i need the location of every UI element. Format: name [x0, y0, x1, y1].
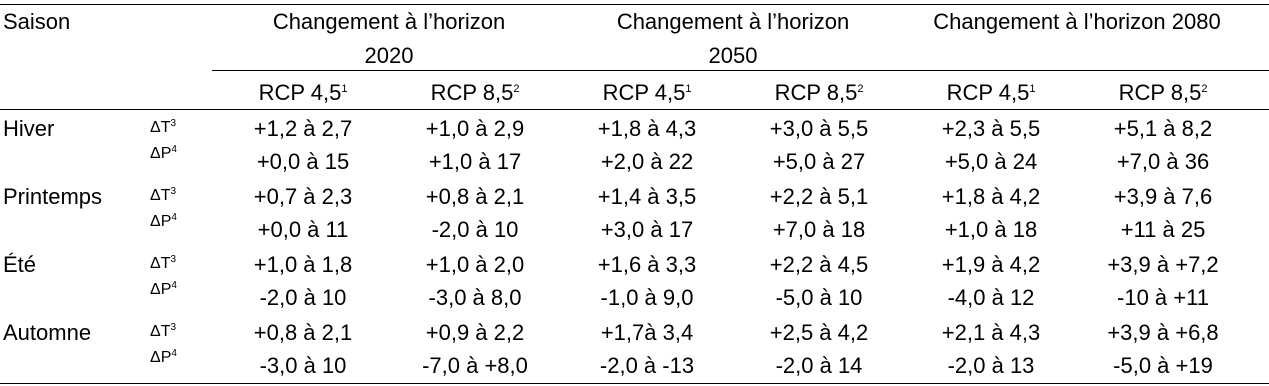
scenario-header	[775, 80, 864, 106]
group-rule	[212, 70, 1269, 71]
precipitation-cell: -2,0 à -13	[599, 353, 695, 378]
scenario-header	[259, 80, 348, 106]
precipitation-cell: +3,0 à 17	[600, 217, 694, 242]
temperature-cell: +1,0 à 1,8	[253, 252, 353, 277]
scenario-label: RCP 4,5	[602, 80, 686, 105]
delta-t-label	[150, 187, 176, 205]
precipitation-cell: +5,0 à 24	[944, 149, 1038, 174]
group-2050-title-line2: 2050	[708, 43, 758, 68]
precipitation-cell: -4,0 à 12	[947, 285, 1035, 310]
temperature-cell: +1,2 à 2,7	[253, 116, 353, 141]
scenario-label: RCP 4,5	[946, 80, 1030, 105]
scenario-label: RCP 8,5	[430, 80, 514, 105]
delta-p-label	[150, 349, 177, 367]
temperature-cell: +3,9 à +6,8	[1107, 320, 1219, 345]
scenario-label: RCP 8,5	[1118, 80, 1202, 105]
top-rule	[0, 4, 1269, 5]
delta-p-label	[150, 145, 177, 163]
delta-p-label-symbol: ΔP	[150, 281, 172, 298]
precipitation-cell: -7,0 à +8,0	[422, 353, 528, 378]
temperature-cell: +2,5 à 4,2	[769, 320, 869, 345]
temperature-cell: +1,0 à 2,0	[425, 252, 525, 277]
delta-t-label-symbol: ΔT	[150, 255, 171, 272]
delta-p-label-symbol: ΔP	[150, 213, 172, 230]
delta-t-label-symbol: ΔT	[150, 187, 171, 204]
scenario-label: RCP 8,5	[774, 80, 858, 105]
scenario-footnote: 2	[857, 83, 864, 95]
delta-t-label	[150, 119, 176, 137]
delta-t-label-footnote: 3	[170, 118, 177, 129]
delta-t-label	[150, 323, 176, 341]
precipitation-cell: +11 à 25	[1120, 217, 1206, 242]
scenario-footnote: 1	[685, 83, 692, 95]
temperature-cell: +2,1 à 4,3	[941, 320, 1041, 345]
precipitation-cell: +1,0 à 17	[428, 149, 522, 174]
temperature-cell: +2,2 à 5,1	[769, 184, 869, 209]
temperature-cell: +1,4 à 3,5	[597, 184, 697, 209]
delta-p-label-footnote: 4	[171, 144, 177, 155]
delta-p-label	[150, 281, 177, 299]
scenario-header	[1119, 80, 1208, 106]
temperature-cell: +2,3 à 5,5	[941, 116, 1041, 141]
temperature-cell: +0,8 à 2,1	[253, 320, 353, 345]
scenario-footnote: 2	[1201, 83, 1208, 95]
precipitation-cell: +0,0 à 11	[257, 217, 349, 242]
temperature-cell: +1,6 à 3,3	[597, 252, 697, 277]
scenario-header	[947, 80, 1036, 106]
temperature-cell: +0,9 à 2,2	[425, 320, 525, 345]
temperature-cell: +1,7à 3,4	[600, 320, 694, 345]
precipitation-cell: -2,0 à 10	[259, 285, 347, 310]
delta-t-label-footnote: 3	[170, 186, 177, 197]
delta-p-label-footnote: 4	[171, 212, 177, 223]
delta-p-label-symbol: ΔP	[150, 145, 172, 162]
delta-p-label	[150, 213, 177, 231]
scenario-footnote: 2	[513, 83, 520, 95]
precipitation-cell: -2,0 à 13	[947, 353, 1035, 378]
precipitation-cell: -2,0 à 14	[775, 353, 863, 378]
delta-t-label-symbol: ΔT	[150, 119, 171, 136]
header-bottom-rule	[0, 109, 1269, 110]
temperature-cell: +3,9 à +7,2	[1107, 252, 1219, 277]
temperature-cell: +2,2 à 4,5	[769, 252, 869, 277]
delta-p-label-footnote: 4	[171, 348, 177, 359]
delta-p-label-symbol: ΔP	[150, 349, 172, 366]
temperature-cell: +1,8 à 4,3	[597, 116, 697, 141]
scenario-header	[603, 80, 692, 106]
precipitation-cell: -5,0 à 10	[775, 285, 863, 310]
scenario-footnote: 1	[341, 83, 348, 95]
scenario-footnote: 1	[1029, 83, 1036, 95]
precipitation-cell: -10 à +11	[1117, 285, 1209, 310]
bottom-rule	[0, 383, 1269, 384]
temperature-cell: +0,7 à 2,3	[253, 184, 353, 209]
delta-t-label-symbol: ΔT	[150, 323, 171, 340]
group-2050-title-line1: Changement à l’horizon	[616, 9, 850, 34]
precipitation-cell: +7,0 à 36	[1116, 149, 1210, 174]
season-label: Hiver	[3, 116, 55, 141]
temperature-cell: +0,8 à 2,1	[425, 184, 525, 209]
scenario-label: RCP 4,5	[258, 80, 342, 105]
temperature-cell: +1,0 à 2,9	[425, 116, 525, 141]
season-label: Printemps	[3, 184, 103, 209]
temperature-cell: +3,9 à 7,6	[1113, 184, 1213, 209]
temperature-cell: +1,9 à 4,2	[941, 252, 1041, 277]
delta-t-label-footnote: 3	[170, 322, 177, 333]
precipitation-cell: -3,0 à 8,0	[428, 285, 522, 310]
precipitation-cell: -2,0 à 10	[431, 217, 519, 242]
season-label: Été	[3, 252, 37, 277]
temperature-cell: +3,0 à 5,5	[769, 116, 869, 141]
group-2080-title: Changement à l’horizon 2080	[933, 9, 1221, 34]
season-column-header: Saison	[3, 9, 71, 34]
precipitation-cell: +2,0 à 22	[600, 149, 694, 174]
group-2020-title-line2: 2020	[364, 43, 414, 68]
precipitation-cell: +1,0 à 18	[944, 217, 1038, 242]
temperature-cell: +5,1 à 8,2	[1113, 116, 1213, 141]
delta-p-label-footnote: 4	[171, 280, 177, 291]
group-2020-title-line1: Changement à l’horizon	[272, 9, 506, 34]
delta-t-label	[150, 255, 176, 273]
temperature-cell: +1,8 à 4,2	[941, 184, 1041, 209]
scenario-header	[431, 80, 520, 106]
delta-t-label-footnote: 3	[170, 254, 177, 265]
precipitation-cell: -1,0 à 9,0	[600, 285, 694, 310]
season-label: Automne	[3, 320, 92, 345]
precipitation-cell: +5,0 à 27	[772, 149, 866, 174]
precipitation-cell: -5,0 à +19	[1113, 353, 1213, 378]
precipitation-cell: +7,0 à 18	[772, 217, 866, 242]
precipitation-cell: -3,0 à 10	[259, 353, 347, 378]
precipitation-cell: +0,0 à 15	[256, 149, 350, 174]
